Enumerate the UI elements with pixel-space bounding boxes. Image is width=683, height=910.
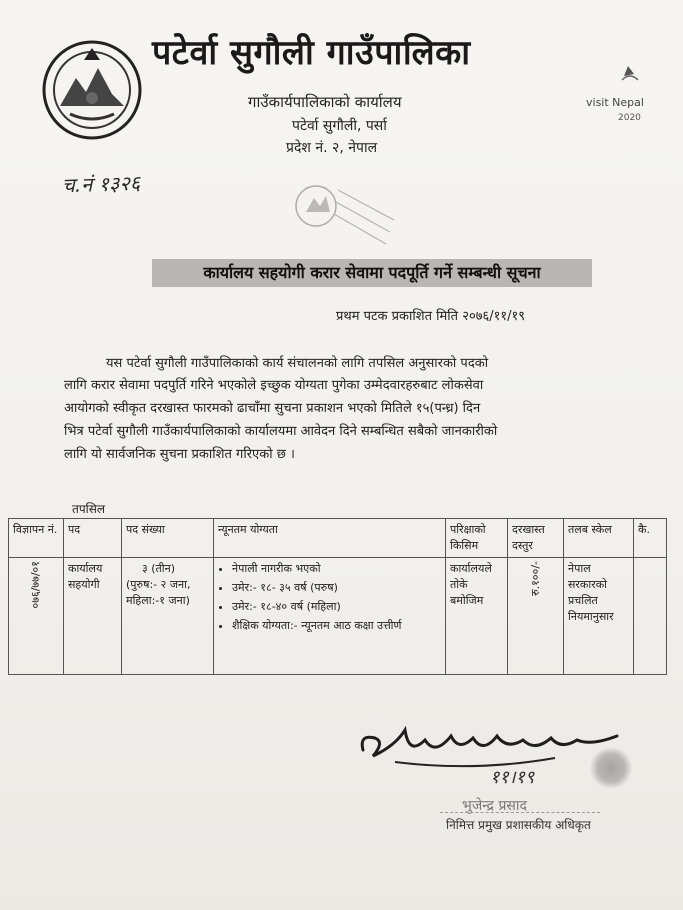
reference-number: च.नं १३२६ bbox=[61, 170, 141, 198]
address-line: पटेर्वा सुगौली, पर्सा bbox=[292, 118, 387, 134]
header-fee: दरखास्त दस्तुर bbox=[508, 519, 564, 558]
header-salary: तलब स्केल bbox=[564, 519, 634, 558]
cell-post: कार्यालय सहयोगी bbox=[64, 558, 122, 675]
vacancy-table bbox=[8, 518, 667, 675]
body-line: यस पटेर्वा सुगौली गाउँपालिकाको कार्य संचालनको लागि तपसिल अनुसारको पदको bbox=[106, 356, 489, 371]
header-adv-no: विज्ञापन नं. bbox=[9, 519, 64, 558]
visit-nepal-year: 2020 bbox=[618, 113, 641, 123]
cell-salary: नेपाल सरकारको प्रचलित नियमानुसार bbox=[564, 558, 634, 675]
nepal-emblem-logo bbox=[40, 38, 144, 142]
adv-no-value: ०७६/७७/०१ bbox=[29, 561, 42, 609]
qualification-item: • उमेर:- १८-४० वर्ष (महिला) bbox=[232, 599, 441, 615]
cell-adv-no bbox=[9, 558, 64, 675]
municipality-title: पटेर्वा सुगौली गाउँपालिका bbox=[152, 33, 471, 73]
table-row bbox=[9, 558, 667, 675]
ink-blot bbox=[588, 748, 634, 788]
header-remarks: कै. bbox=[634, 519, 667, 558]
visit-nepal-text: visit Nepal bbox=[586, 96, 644, 109]
cell-remarks bbox=[634, 558, 667, 675]
visit-nepal-logo bbox=[584, 62, 664, 132]
cell-qualification bbox=[214, 558, 446, 675]
header-post: पद bbox=[64, 519, 122, 558]
cell-fee bbox=[508, 558, 564, 675]
province-line: प्रदेश नं. २, नेपाल bbox=[286, 140, 378, 156]
header-count: पद संख्या bbox=[122, 519, 214, 558]
body-line: आयोगको स्वीकृत दरखास्त फारमको ढाचाँमा सुचना प्रकाशन भएको मितिले १५(पन्ध्र) दिन bbox=[64, 401, 481, 416]
signature-line bbox=[440, 812, 600, 813]
qualification-item: • उमेर:- १८- ३५ वर्ष (परुष) bbox=[232, 580, 441, 596]
signatory-designation: निमित्त प्रमुख प्रशासकीय अधिकृत bbox=[446, 818, 591, 832]
body-line: भित्र पटेर्वा सुगौली गाउँकार्यपालिकाको कार्यालयमा आवेदन दिने सम्बन्धित सबैको जानकारीको bbox=[64, 424, 498, 439]
cell-exam-type: कार्यालयले तोके बमोजिम bbox=[446, 558, 508, 675]
qualification-list bbox=[218, 561, 441, 634]
count-detail: (पुरुष:- २ जना, महिला:-१ जना) bbox=[126, 578, 191, 607]
fee-value: रु.१००/- bbox=[528, 561, 542, 596]
signatory-name: भुजेन्द्र प्रसाद bbox=[462, 798, 527, 814]
qualification-item: • नेपाली नागरीक भएको bbox=[232, 561, 441, 577]
publication-date: प्रथम पटक प्रकाशित मिति २०७६/११/१९ bbox=[336, 309, 526, 324]
table-header-row bbox=[9, 519, 667, 558]
notice-heading: कार्यालय सहयोगी करार सेवामा पदपूर्ति गर्ने सम्बन्धी सूचना bbox=[152, 259, 592, 287]
body-line: लागि यो सार्वजनिक सुचना प्रकाशित गरिएको छ । bbox=[64, 447, 295, 462]
count-main: ३ (तीन) bbox=[142, 562, 176, 575]
annex-label: तपसिल bbox=[72, 502, 106, 516]
office-stamp bbox=[290, 180, 400, 260]
office-name: गाउँकार्यपालिकाको कार्यालय bbox=[248, 93, 402, 111]
signature-number: ११।१९ bbox=[490, 767, 535, 788]
cell-count bbox=[122, 558, 214, 675]
qualification-item: • शैक्षिक योग्यता:- न्यूनतम आठ कक्षा उत्तीर्ण bbox=[232, 618, 441, 634]
header-exam-type: परिक्षाको किसिम bbox=[446, 519, 508, 558]
body-line: लागि करार सेवामा पदपुर्ति गरिने भएकोले इच्छुक योग्यता पुगेका उम्मेदवारहरुबाट लोकसेवा bbox=[64, 378, 484, 393]
header-qualification: न्यूनतम योग्यता bbox=[214, 519, 446, 558]
